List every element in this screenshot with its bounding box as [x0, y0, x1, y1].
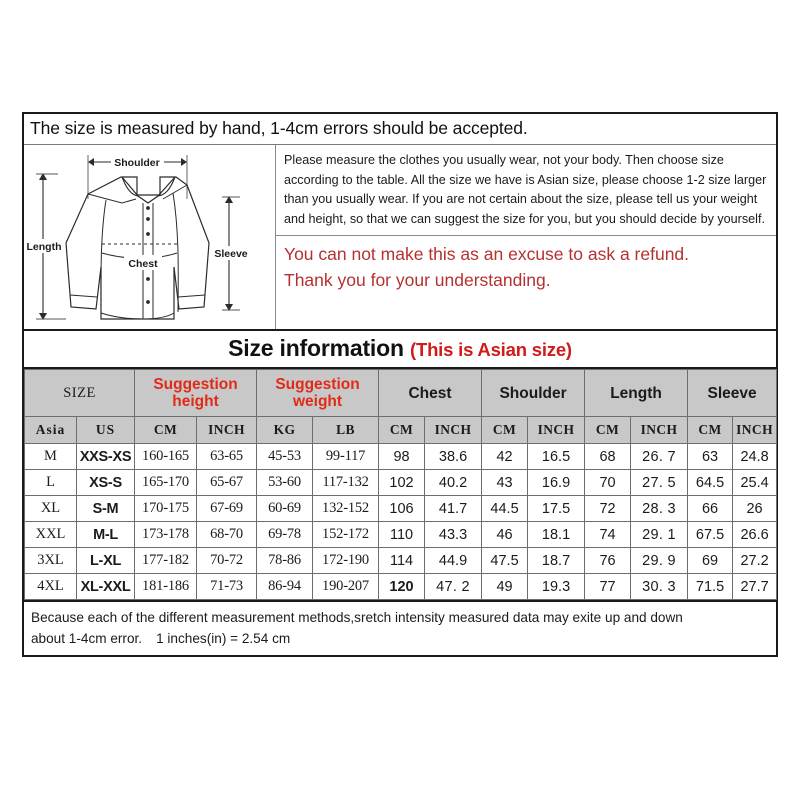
cell-length-cm: 74: [585, 522, 631, 548]
cell-weight-lb: 152-172: [313, 522, 379, 548]
bottom-note-line-1: Because each of the different measurement methods,sretch intensity measured data may exite up and down: [31, 610, 683, 625]
cell-weight-lb: 117-132: [313, 470, 379, 496]
cell-weight-lb: 132-152: [313, 496, 379, 522]
cell-sleeve-cm: 67.5: [688, 522, 733, 548]
unit-header-height-cm: CM: [135, 417, 197, 444]
cell-height-inch: 65-67: [197, 470, 257, 496]
cell-length-inch: 26. 7: [631, 444, 688, 470]
group-header-shoulder: Shoulder: [482, 370, 585, 417]
cell-us: XL-XXL: [77, 574, 135, 600]
table-row: [25, 522, 777, 548]
unit-header-sleeve-inch: INCH: [733, 417, 777, 444]
cell-height-cm: 173-178: [135, 522, 197, 548]
unit-header-chest-cm: CM: [379, 417, 425, 444]
cell-height-cm: 181-186: [135, 574, 197, 600]
cell-us: M-L: [77, 522, 135, 548]
cell-length-cm: 70: [585, 470, 631, 496]
cell-sleeve-inch: 27.2: [733, 548, 777, 574]
unit-header-weight-kg: KG: [257, 417, 313, 444]
cell-us: S-M: [77, 496, 135, 522]
cell-chest-inch: 41.7: [425, 496, 482, 522]
cell-height-inch: 68-70: [197, 522, 257, 548]
size-table-body: [25, 444, 777, 600]
cell-shoulder-cm: 42: [482, 444, 528, 470]
cell-chest-inch: 43.3: [425, 522, 482, 548]
cell-sleeve-cm: 63: [688, 444, 733, 470]
unit-header-us: US: [77, 417, 135, 444]
cell-shoulder-cm: 43: [482, 470, 528, 496]
cell-weight-kg: 45-53: [257, 444, 313, 470]
cell-us: L-XL: [77, 548, 135, 574]
cell-weight-lb: 99-117: [313, 444, 379, 470]
cell-asia: XL: [25, 496, 77, 522]
cell-us: XXS-XS: [77, 444, 135, 470]
cell-chest-inch: 40.2: [425, 470, 482, 496]
cell-height-inch: 67-69: [197, 496, 257, 522]
warning-line-1: You can not make this as an excuse to ask a refund.: [284, 244, 690, 265]
unit-header-shoulder-cm: CM: [482, 417, 528, 444]
cell-asia: 3XL: [25, 548, 77, 574]
cell-weight-lb: 190-207: [313, 574, 379, 600]
cell-height-inch: 63-65: [197, 444, 257, 470]
cell-shoulder-inch: 18.1: [528, 522, 585, 548]
cell-weight-kg: 78-86: [257, 548, 313, 574]
cell-height-cm: 165-170: [135, 470, 197, 496]
cell-height-inch: 71-73: [197, 574, 257, 600]
title-sub-text: (This is Asian size): [410, 339, 572, 360]
cell-shoulder-cm: 47.5: [482, 548, 528, 574]
unit-header-row: [25, 417, 777, 444]
cell-asia: 4XL: [25, 574, 77, 600]
bottom-note: [24, 600, 776, 655]
bottom-note-line-2: [31, 628, 770, 649]
diagram-label-chest: Chest: [128, 258, 158, 270]
garment-measurement-diagram: [24, 145, 276, 329]
cell-length-cm: 68: [585, 444, 631, 470]
unit-header-chest-inch: INCH: [425, 417, 482, 444]
size-chart-panel: [22, 112, 778, 657]
cell-shoulder-inch: 17.5: [528, 496, 585, 522]
cell-asia: L: [25, 470, 77, 496]
cell-shoulder-cm: 44.5: [482, 496, 528, 522]
cell-weight-kg: 69-78: [257, 522, 313, 548]
cell-sleeve-inch: 26.6: [733, 522, 777, 548]
cell-length-inch: 28. 3: [631, 496, 688, 522]
cell-sleeve-cm: 64.5: [688, 470, 733, 496]
shirt-diagram-svg: [26, 147, 272, 327]
cell-chest-cm: 106: [379, 496, 425, 522]
cell-chest-cm: 114: [379, 548, 425, 574]
cell-height-cm: 177-182: [135, 548, 197, 574]
cell-length-inch: 29. 9: [631, 548, 688, 574]
instructions-paragraph: Please measure the clothes you usually wear, not your body. Then choose size according to the table. All the size we have is Asian size, please choose 1-2 size larger than you usually wear. If you are not certain about the size, please tell us your weight and height, so that we can suggest the size for you, but you should decide by yourself.: [284, 153, 767, 226]
cell-sleeve-inch: 24.8: [733, 444, 777, 470]
group-header-suggestion-weight: Suggestion weight: [257, 370, 379, 417]
group-header-size: SIZE: [25, 370, 135, 417]
unit-header-shoulder-inch: INCH: [528, 417, 585, 444]
cell-sleeve-inch: 27.7: [733, 574, 777, 600]
cell-asia: XXL: [25, 522, 77, 548]
cell-weight-kg: 86-94: [257, 574, 313, 600]
cell-sleeve-cm: 69: [688, 548, 733, 574]
cell-length-cm: 76: [585, 548, 631, 574]
group-header-chest: Chest: [379, 370, 482, 417]
cell-weight-kg: 60-69: [257, 496, 313, 522]
info-section: [24, 145, 776, 331]
cell-shoulder-inch: 16.9: [528, 470, 585, 496]
cell-chest-cm: 110: [379, 522, 425, 548]
cell-chest-cm: 102: [379, 470, 425, 496]
cell-length-inch: 27. 5: [631, 470, 688, 496]
unit-header-weight-lb: LB: [313, 417, 379, 444]
cell-length-inch: 29. 1: [631, 522, 688, 548]
top-note-text: The size is measured by hand, 1-4cm errors should be accepted.: [24, 114, 776, 145]
cell-length-cm: 72: [585, 496, 631, 522]
unit-header-length-cm: CM: [585, 417, 631, 444]
cell-chest-cm: 120: [379, 574, 425, 600]
diagram-label-sleeve: Sleeve: [214, 248, 248, 260]
cell-chest-inch: 38.6: [425, 444, 482, 470]
cell-sleeve-inch: 25.4: [733, 470, 777, 496]
cell-shoulder-cm: 46: [482, 522, 528, 548]
group-header-length: Length: [585, 370, 688, 417]
warning-line-2: Thank you for your understanding.: [284, 270, 551, 291]
cell-sleeve-cm: 71.5: [688, 574, 733, 600]
bottom-note-error-text: about 1-4cm error.: [31, 631, 143, 646]
size-table-head: [25, 370, 777, 444]
table-row: [25, 496, 777, 522]
cell-sleeve-inch: 26: [733, 496, 777, 522]
title-main-text: Size information: [228, 335, 411, 361]
cell-length-cm: 77: [585, 574, 631, 600]
cell-chest-inch: 47. 2: [425, 574, 482, 600]
size-information-title: [24, 331, 776, 369]
cell-height-inch: 70-72: [197, 548, 257, 574]
bottom-note-conversion-text: 1 inches(in) = 2.54 cm: [156, 631, 291, 646]
instructions-paragraph-block: [276, 145, 776, 236]
cell-shoulder-cm: 49: [482, 574, 528, 600]
table-row: [25, 444, 777, 470]
diagram-label-shoulder: Shoulder: [114, 157, 160, 169]
table-row: [25, 548, 777, 574]
unit-header-sleeve-cm: CM: [688, 417, 733, 444]
cell-weight-kg: 53-60: [257, 470, 313, 496]
warning-block: [276, 236, 776, 329]
cell-chest-cm: 98: [379, 444, 425, 470]
group-header-sleeve: Sleeve: [688, 370, 777, 417]
cell-shoulder-inch: 18.7: [528, 548, 585, 574]
cell-shoulder-inch: 16.5: [528, 444, 585, 470]
group-header-row: [25, 370, 777, 417]
diagram-label-length: Length: [26, 241, 62, 253]
unit-header-length-inch: INCH: [631, 417, 688, 444]
table-row: [25, 574, 777, 600]
cell-height-cm: 160-165: [135, 444, 197, 470]
cell-chest-inch: 44.9: [425, 548, 482, 574]
table-row: [25, 470, 777, 496]
group-header-suggestion-height: Suggestion height: [135, 370, 257, 417]
cell-us: XS-S: [77, 470, 135, 496]
cell-sleeve-cm: 66: [688, 496, 733, 522]
cell-asia: M: [25, 444, 77, 470]
cell-shoulder-inch: 19.3: [528, 574, 585, 600]
unit-header-height-inch: INCH: [197, 417, 257, 444]
size-table: [24, 369, 777, 600]
cell-weight-lb: 172-190: [313, 548, 379, 574]
cell-length-inch: 30. 3: [631, 574, 688, 600]
instructions-cell: [276, 145, 776, 329]
unit-header-asia: Asia: [25, 417, 77, 444]
cell-height-cm: 170-175: [135, 496, 197, 522]
